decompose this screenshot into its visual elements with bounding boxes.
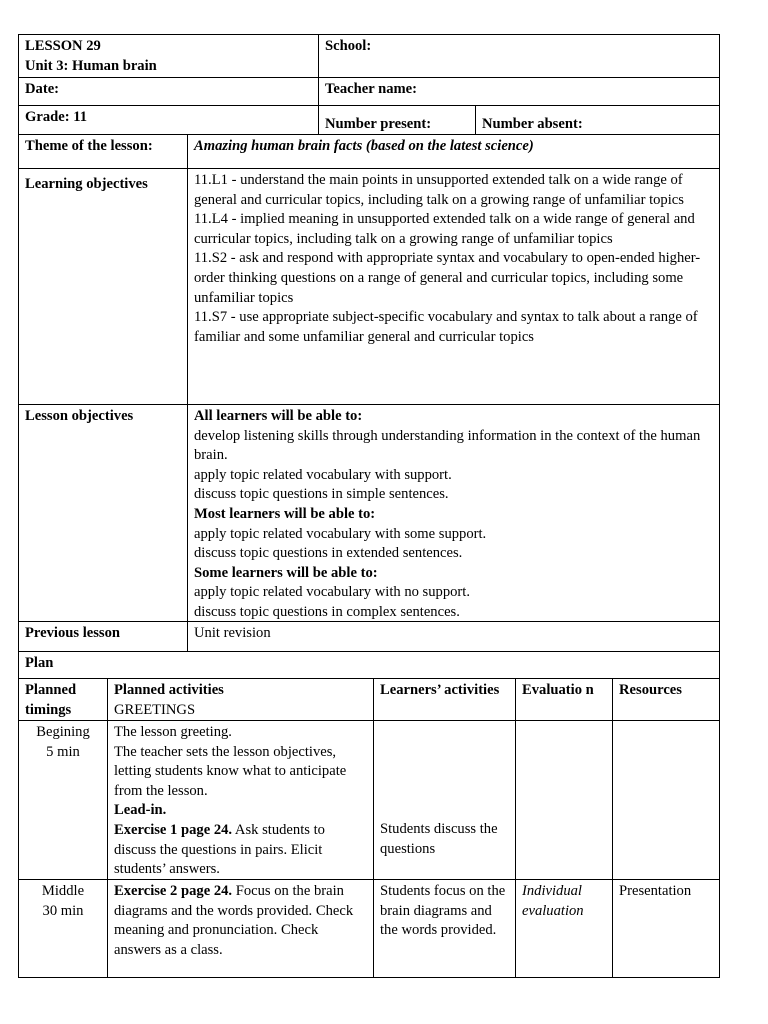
learners-activity: Students focus on the brain diagrams and the words provided.: [380, 883, 506, 939]
exercise-text: Focus on the brain diagrams and the words provided. Check meaning and pronunciation. Check answers as a class.: [114, 883, 354, 958]
theme-value: Amazing human brain facts (based on the latest science): [194, 138, 534, 154]
most-learners-heading: Most learners will be able to:: [194, 505, 376, 522]
objective-code: 11.L4: [194, 211, 228, 228]
resources-value: Presentation: [619, 883, 692, 899]
objective-text: - use appropriate subject-specific vocabulary and syntax to talk about a range of familiar and some unfamiliar general and curricular topics: [194, 309, 698, 345]
header-activities: [107, 678, 374, 721]
objective-code: 11.L1: [194, 172, 228, 188]
number-present-label: Number present:: [325, 116, 432, 132]
header-resources-text: Resources: [619, 682, 682, 698]
theme-label-cell: [18, 134, 188, 169]
school-cell: [318, 34, 720, 78]
plan-label: Plan: [25, 655, 54, 671]
theme-value-cell: [187, 134, 720, 169]
number-present-cell: [318, 105, 476, 135]
grade-value: Grade: 11: [25, 109, 88, 125]
header-evaluation: [515, 678, 613, 721]
stage-duration: 5 min: [46, 743, 80, 760]
plan-label-cell: [18, 651, 720, 679]
previous-lesson-value-cell: [187, 621, 720, 652]
stage-name: Begining: [36, 724, 90, 740]
all-learners-heading: All learners will be able to:: [194, 408, 363, 424]
school-label: School:: [325, 38, 372, 54]
objective-item: [194, 171, 713, 210]
lesson-objectives-label-cell: [18, 404, 188, 622]
unit-title: Unit 3: Human brain: [25, 57, 157, 74]
grade-cell: [18, 105, 319, 135]
activity-text: The lesson greeting.: [114, 724, 232, 740]
lesson-unit-cell: [18, 34, 319, 78]
activity-text: [114, 821, 367, 880]
learners-activity: Students discuss the questions: [380, 821, 498, 857]
some-learners-item: discuss topic questions in complex sentences.: [194, 603, 460, 620]
previous-lesson-label: Previous lesson: [25, 625, 121, 641]
objective-text: - understand the main points in unsupported extended talk on a wide range of general and curricular topics, including talk on a growing range of unfamiliar topics: [194, 172, 684, 208]
stage-duration: 30 min: [42, 902, 84, 919]
exercise-text: Ask students to discuss the questions in pairs. Elicit students’ answers.: [114, 821, 325, 878]
exercise-label: Exercise 2 page 24.: [114, 883, 233, 899]
most-learners-item: discuss topic questions in extended sentences.: [194, 545, 463, 562]
table-row-middle-learners: [373, 879, 516, 978]
all-learners-item: apply topic related vocabulary with support.: [194, 466, 452, 483]
header-timings-text: Planned timings: [25, 682, 77, 718]
number-absent-cell: [475, 105, 720, 135]
most-learners-item: apply topic related vocabulary with some support.: [194, 525, 487, 542]
table-row-begining-evaluation: [515, 720, 613, 880]
header-learners-text: Learners’ activities: [380, 682, 500, 698]
header-evaluation-text: Evaluatio n: [522, 682, 594, 698]
previous-lesson-label-cell: [18, 621, 188, 652]
objective-code: 11.S2: [194, 250, 228, 267]
teacher-label: Teacher name:: [325, 81, 418, 97]
objective-text: - ask and respond with appropriate syntax and vocabulary to open-ended higher-order thinking questions on a range of general and curricular topics, including some unfamiliar topics: [194, 250, 701, 306]
all-learners-item: discuss topic questions in simple sentences.: [194, 486, 449, 503]
header-activities-text: Planned activities: [114, 682, 224, 698]
header-learners: [373, 678, 516, 721]
date-cell: [18, 77, 319, 106]
theme-label: Theme of the lesson:: [25, 138, 153, 154]
table-row-middle-resources: [612, 879, 720, 978]
objective-code: 11.S7: [194, 309, 228, 326]
header-resources: [612, 678, 720, 721]
lesson-number: LESSON 29: [25, 38, 101, 54]
objective-item: [194, 249, 713, 308]
learning-objectives-label: Learning objectives: [25, 176, 148, 192]
activity-text: The teacher sets the lesson objectives, letting students know what to anticipate from the lesson.: [114, 743, 347, 799]
evaluation-value: Individual evaluation: [522, 883, 584, 919]
objective-item: [194, 308, 713, 347]
some-learners-item: apply topic related vocabulary with no support.: [194, 584, 470, 601]
previous-lesson-value: Unit revision: [194, 625, 271, 641]
table-row-begining-activities: [107, 720, 374, 880]
table-row-middle-timing: [18, 879, 108, 978]
learning-objectives-cell: [187, 168, 720, 405]
objective-text: - implied meaning in unsupported extended talk on a wide range of general and curricular topics, including talk on a growing range of unfamiliar topics: [194, 211, 695, 247]
all-learners-item: develop listening skills through understanding information in the context of the human brain.: [194, 427, 701, 464]
table-row-middle-activities: [107, 879, 374, 978]
table-row-begining-timing: [18, 720, 108, 880]
table-row-begining-resources: [612, 720, 720, 880]
header-greetings-text: GREETINGS: [114, 701, 196, 718]
lesson-objectives-cell: [187, 404, 720, 622]
exercise-label: Exercise 1 page 24.: [114, 821, 233, 838]
table-row-begining-learners: [373, 720, 516, 880]
stage-name: Middle: [41, 883, 85, 899]
number-absent-label: Number absent:: [482, 116, 583, 132]
activity-text: [114, 882, 367, 960]
table-row-middle-evaluation: [515, 879, 613, 978]
activity-heading: Lead-in.: [114, 802, 167, 819]
objective-item: [194, 210, 713, 249]
learning-objectives-label-cell: [18, 168, 188, 405]
date-label: Date:: [25, 81, 60, 97]
lesson-objectives-label: Lesson objectives: [25, 408, 134, 424]
teacher-cell: [318, 77, 720, 106]
header-timings: [18, 678, 108, 721]
some-learners-heading: Some learners will be able to:: [194, 564, 378, 581]
